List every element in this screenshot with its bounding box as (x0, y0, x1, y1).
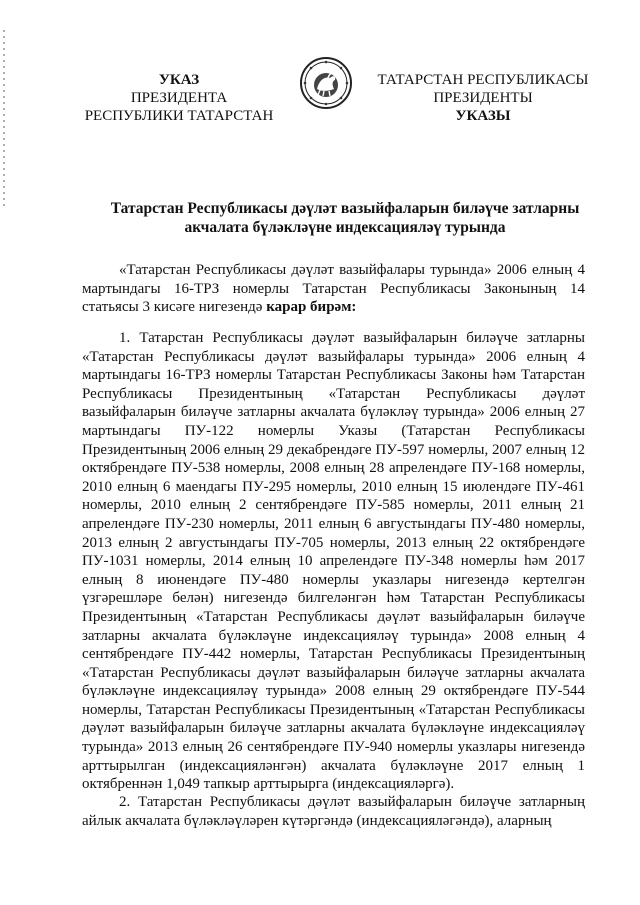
intro-text: «Татарстан Республикасы дәүләт вазыйфалары турында» 2006 елның 4 мартындагы 16-ТРЗ номерлы Татарстан Республикасы Законының 14 статьясы 3 кисәге нигезендә (82, 262, 585, 316)
header-right-line-2: ПРЕЗИДЕНТЫ (433, 90, 533, 106)
header-left-line-3: РЕСПУБЛИКИ ТАТАРСТАН (84, 108, 274, 124)
header-right-line-1: ТАТАРСТАН РЕСПУБЛИКАСЫ (377, 72, 589, 88)
header-left-line-1: УКАЗ (158, 72, 200, 88)
header-right-line-3: УКАЗЫ (455, 108, 511, 124)
tatarstan-emblem-icon (299, 56, 353, 110)
paragraph-1: 1. Татарстан Республикасы дәүләт вазыйфаларын биләүче затларны «Татарстан Республикасы дәүләт вазыйфалары турында» 2006 елның 4 мартындагы 16-ТРЗ номерлы Татарстан Республикасы Законы һәм Татарстан Республикасы Президентының «Татарстан Республикасы дәүләт вазыйфаларын биләүче затларны акчалата бүләкләү турында» 2006 елның 27 мартындагы ПУ-122 номерлы Указы (Татарстан Республикасы Президентының 2006 елның 29 декабрендәге ПУ-597 номерлы, 2007 елның 12 октябрендәге ПУ-538 номерлы, 2008 елның 28 апрелендәге ПУ-168 номерлы, 2010 елның 6 маендагы ПУ-295 номерлы, 2010 елның 15 июлендәге ПУ-461 номерлы, 2010 елның 2 сентябрендәге ПУ-585 номерлы, 2011 елның 21 апрелендәге ПУ-230 номерлы, 2011 елның 6 августындагы ПУ-480 номерлы, 2013 елның 2 августындагы ПУ-705 номерлы, 2013 елның 22 октябрендәге ПУ-1031 номерлы, 2014 елның 10 апрелендәге ПУ-348 номерлы һәм 2017 елның 8 июнендәге ПУ-480 номерлы указлары нигезендә кертелгән үзгәрешләре белән) нигезендә билгеләнгән һәм Татарстан Республикасы Президентының «Татарстан Республикасы дәүләт вазыйфаларын биләүче затларны акчалата бүләкләүне индексацияләү турында» 2008 елның 4 сентябрендәге ПУ-442 номерлы, Татарстан Республикасы Президентының «Татарстан Республикасы дәүләт вазыйфаларын биләүче затларны акчалата бүләкләүне индексацияләү турында» 2008 елның 29 октябрендәге ПУ-544 номерлы, Татарстан Республикасы Президентының «Татарстан Республикасы дәүләт вазыйфаларын биләүче затларны акчалата бүләкләүне индексацияләү турында» 2013 елның 26 сентябрендәге ПУ-940 номерлы указлары нигезендә арттырылган (индексацияләнгән) акчалата бүләкләүне 2017 елның 1 октябреннән 1,049 тапкыр арттырырга (индексацияләргә). (82, 330, 585, 793)
intro-bold-phrase: карар бирәм: (266, 299, 357, 316)
paragraph-2: 2. Татарстан Республикасы дәүләт вазыйфаларын биләүче затларның айлык акчалата бүләкләүләрен күтәргәндә (индексацияләгәндә), аларның (82, 794, 585, 829)
title-line-1: Татарстан Республикасы дәүләт вазыйфаларын биләүче затларны (110, 200, 580, 217)
scan-margin-marks (3, 30, 5, 210)
intro-paragraph (82, 261, 585, 317)
document-title (100, 199, 590, 237)
header-right-block (368, 71, 598, 125)
header-left-line-2: ПРЕЗИДЕНТА (130, 90, 228, 106)
title-line-2: акчалата бүләкләүне индексацияләү турында (184, 219, 506, 236)
header-left-block (84, 71, 274, 125)
